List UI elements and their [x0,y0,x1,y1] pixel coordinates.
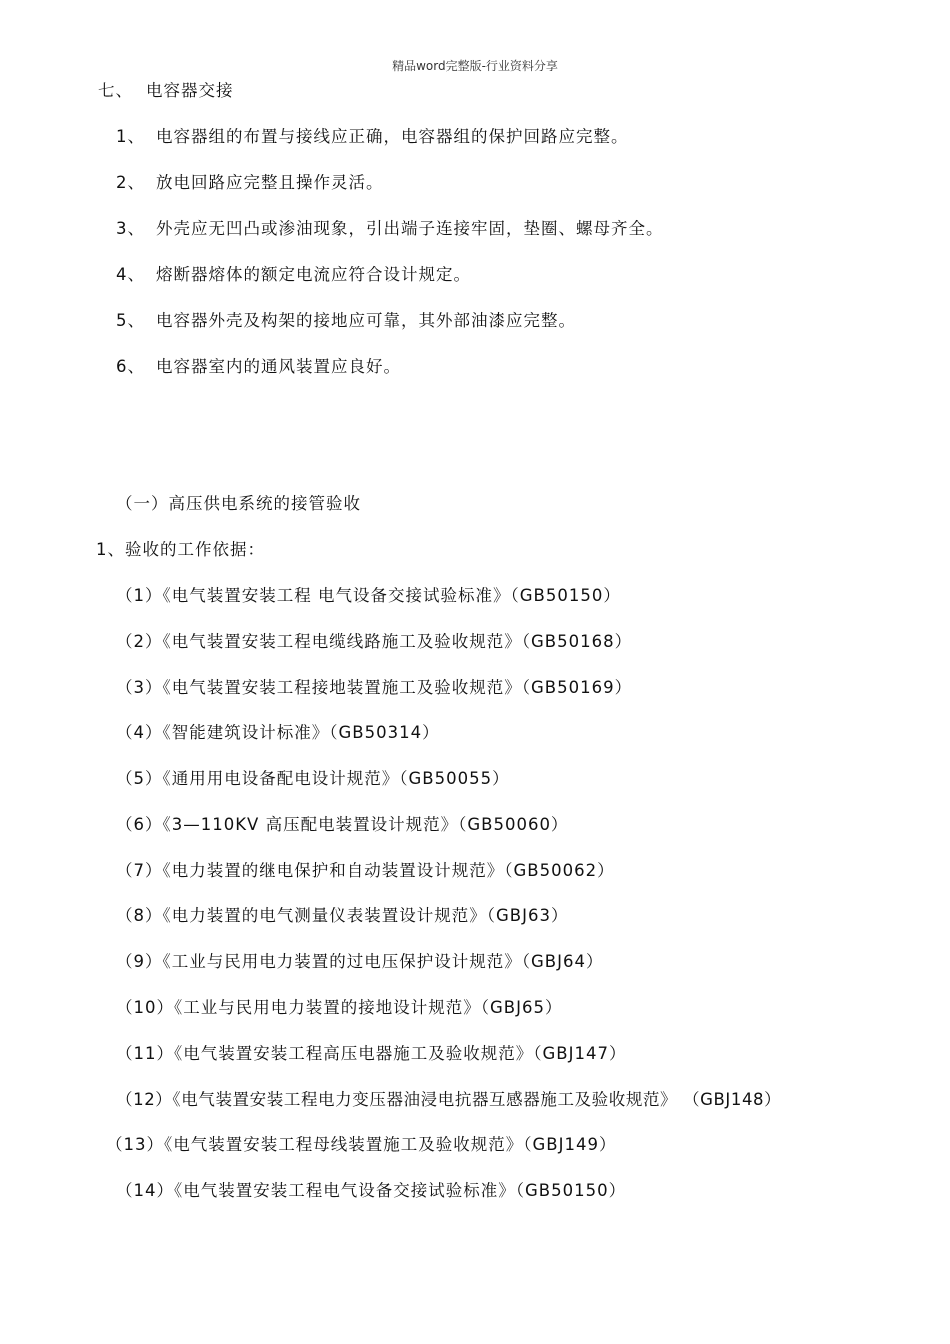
item-number: 2、 [116,173,145,192]
item-number: 6、 [116,357,145,376]
section-number: 七、 [98,81,133,100]
standard-item: （6）《3—110KV 高压配电装置设计规范》（GB50060） [116,815,569,834]
item-number: 5、 [116,311,145,330]
item-number: 3、 [116,219,145,238]
standard-item: （14）《电气装置安装工程电气设备交接试验标准》（GB50150） [116,1181,627,1200]
list-item [116,126,629,148]
list-item [116,264,471,286]
item-number: 1、 [116,127,145,146]
list-item [116,356,401,378]
standard-item: （8）《电力装置的电气测量仪表装置设计规范》（GBJ63） [116,906,569,925]
standard-item: （1）《电气装置安装工程 电气设备交接试验标准》（GB50150） [116,586,621,605]
standard-item: （5）《通用用电设备配电设计规范》（GB50055） [116,769,510,788]
item-text: 放电回路应完整且操作灵活。 [156,173,384,192]
standard-item: （4）《智能建筑设计标准》（GB50314） [116,723,440,742]
standard-item: （3）《电气装置安装工程接地装置施工及验收规范》（GB50169） [116,678,633,697]
list-item [116,310,576,332]
item-text: 外壳应无凹凸或渗油现象，引出端子连接牢固，垫圈、螺母齐全。 [156,219,664,238]
section-heading [98,80,234,102]
standard-item: （11）《电气装置安装工程高压电器施工及验收规范》（GBJ147） [116,1044,627,1063]
list-item [116,218,664,240]
standard-item: （9）《工业与民用电力装置的过电压保护设计规范》（GBJ64） [116,952,604,971]
page-header: 精品word完整版-行业资料分享 [392,59,558,73]
standard-item: （12）《电气装置安装工程电力变压器油浸电抗器互感器施工及验收规范》 （GBJ148） [116,1090,782,1109]
item-text: 电容器组的布置与接线应正确，电容器组的保护回路应完整。 [156,127,629,146]
list-item [116,172,384,194]
item-number: 4、 [116,265,145,284]
standard-item: （2）《电气装置安装工程电缆线路施工及验收规范》（GB50168） [116,632,633,651]
subsection-title: （一）高压供电系统的接管验收 [116,494,361,513]
item-text: 电容器室内的通风装置应良好。 [156,357,401,376]
section-title: 电容器交接 [146,81,234,100]
item-text: 电容器外壳及构架的接地应可靠，其外部油漆应完整。 [156,311,576,330]
standard-item: （13）《电气装置安装工程母线装置施工及验收规范》（GBJ149） [106,1135,617,1154]
basis-title: 1、验收的工作依据： [96,540,265,559]
standard-item: （7）《电力装置的继电保护和自动装置设计规范》（GB50062） [116,861,615,880]
item-text: 熔断器熔体的额定电流应符合设计规定。 [156,265,471,284]
standard-item: （10）《工业与民用电力装置的接地设计规范》（GBJ65） [116,998,563,1017]
